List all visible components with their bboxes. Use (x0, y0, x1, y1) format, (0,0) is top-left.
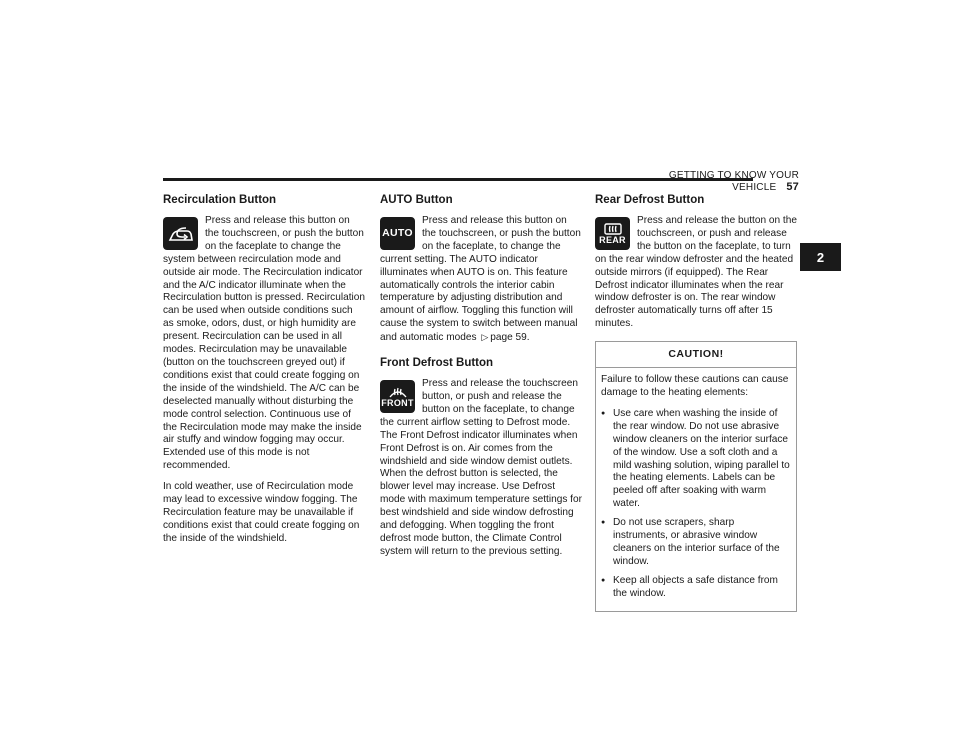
caution-box (595, 341, 797, 611)
rear-defrost-heading: Rear Defrost Button (595, 194, 705, 206)
front-defrost-heading: Front Defrost Button (380, 357, 494, 370)
recirculation-icon (163, 217, 198, 250)
recirculation-car-arrow-icon (168, 225, 194, 243)
caution-list (601, 408, 791, 601)
auto-page-reference[interactable]: page 59. (490, 332, 530, 344)
caution-intro: Failure to follow these cautions can cause damage to the heating elements: (601, 374, 789, 398)
caution-item: ● Use care when washing the inside of the rear window. Do not use abrasive window cleaners on the interior surface of the window. Use a soft cloth and a mild washing solution, wiping parallel to the heating elements. Labels can be peeled off after soaking with warm water. (601, 408, 791, 511)
section-title: GETTING TO KNOW YOUR VEHICLE (668, 170, 799, 193)
page-number: 57 (786, 181, 799, 193)
column-auto-front (380, 194, 582, 567)
recirculation-paragraph-2: In cold weather, use of Recirculation mode may lead to excessive window fogging. The Recirculation feature may be unavailable if conditions exist that could create fogging on the inside of the windshield. (163, 481, 360, 544)
recirculation-heading: Recirculation Button (163, 194, 277, 206)
rear-defrost-paragraph: Press and release the button on the touchscreen, or push and release the button on the faceplate, to turn on the rear window defroster and the heated outside mirrors (if equipped). The Rear Defrost indicator illuminates when the rear window defroster is on. The rear window defroster automatically turns off after 15 minutes. (595, 215, 797, 330)
auto-icon-label: AUTO (382, 227, 413, 239)
rear-defrost-icon (595, 217, 630, 250)
rear-defrost-window-icon (602, 222, 624, 236)
auto-paragraph-text: Press and release this button on the touchscreen, or push the button on the faceplate, to change the current setting. The AUTO indicator illuminates when AUTO is on. This feature automatically controls the interior cabin temperature by adjusting distribution and amount of airflow. Toggling this function will cause the system to switch between manual and automatic modes (380, 215, 581, 344)
defrost-waves-icon (387, 385, 409, 399)
front-defrost-paragraph: Press and release the touchscreen button, or push and release the button on the faceplate, to change the current airflow setting to Defrost mode. The Front Defrost indicator illuminates when Front Defrost is on. Air comes from the windshield and side window demist outlets. When the defrost button is selected, the blower level may increase. Use Defrost mode with maximum temperature settings for best windshield and side window defrosting and defogging. When toggling the front defrost mode button, the Climate Control system will return to the previous setting. (380, 378, 582, 557)
chapter-tab: 2 (800, 243, 841, 271)
front-defrost-icon-label: FRONT (381, 398, 414, 409)
caution-item: ● Do not use scrapers, sharp instruments, or abrasive window cleaners on the interior surface of the window. (601, 517, 791, 569)
auto-icon (380, 217, 415, 250)
auto-heading: AUTO Button (380, 194, 453, 206)
running-header (600, 170, 799, 193)
caution-item: ● Keep all objects a safe distance from the window. (601, 575, 791, 601)
column-recirculation (163, 194, 365, 554)
caution-title: CAUTION! (596, 342, 796, 368)
page-ref-arrow-icon: ▷ (481, 332, 489, 343)
front-defrost-icon (380, 380, 415, 413)
caution-body (596, 368, 796, 611)
recirculation-paragraph-1: Press and release this button on the touchscreen, or push the button on the faceplate to change the system between recirculation mode and outside air mode. The Recirculation indicator and the A/C indicator illuminate when the Recirculation button is pressed. Recirculation can be used when outside conditions such as smoke, odors, dust, or high humidity are present. Recirculation can be used in all modes. Recirculation may be unavailable (button on the touchscreen greyed out) if conditions exist that could create fogging on the inside of the windshield. The A/C can be deselected manually without disturbing the mode control selection. Continuous use of the Recirculation mode may make the inside air stuffy and window fogging may occur. Extended use of this mode is not recommended. (163, 215, 365, 472)
rear-defrost-icon-label: REAR (599, 235, 626, 245)
column-rear-defrost (595, 194, 797, 612)
